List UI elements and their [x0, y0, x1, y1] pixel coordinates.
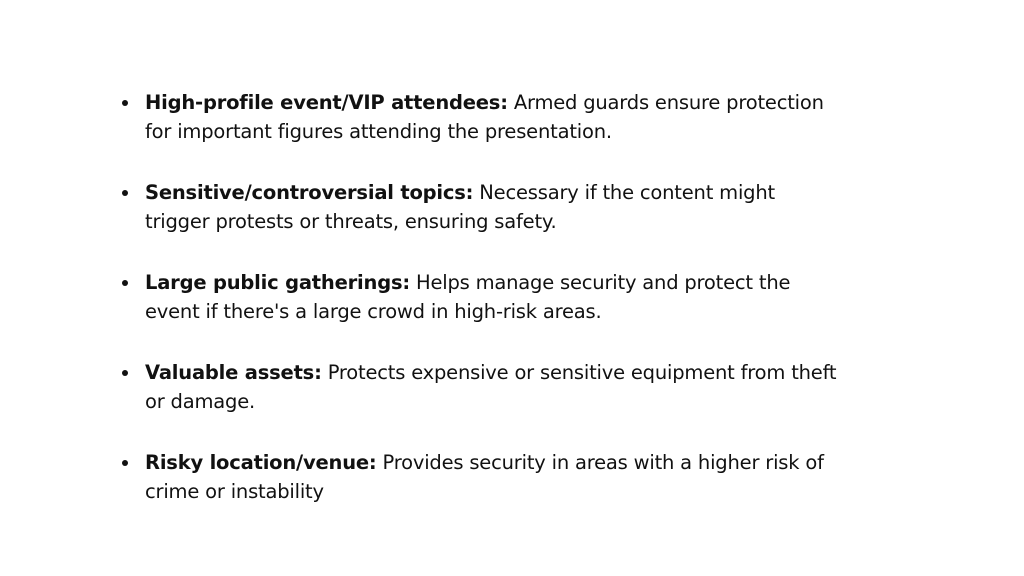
list-item-vip-attendees	[120, 88, 840, 146]
bullet-term: Risky location/venue:	[145, 451, 377, 474]
bullet-dot-icon	[122, 190, 128, 196]
bullet-term: Sensitive/controversial topics:	[145, 181, 474, 204]
list-item-risky-location	[120, 448, 840, 506]
bullet-dot-icon	[122, 100, 128, 106]
bullet-text: Armed guards ensure protection for important figures attending the presentation.	[145, 91, 824, 143]
bullet-text: Provides security in areas with a higher risk of crime or instability	[145, 451, 824, 503]
list-item-sensitive-topics	[120, 178, 840, 236]
bullet-dot-icon	[122, 370, 128, 376]
list-item-valuable-assets	[120, 358, 840, 416]
bullet-text: Necessary if the content might trigger protests or threats, ensuring safety.	[145, 181, 775, 233]
bullet-term: High-profile event/VIP attendees:	[145, 91, 508, 114]
bullet-dot-icon	[122, 460, 128, 466]
bullet-list	[120, 88, 840, 506]
bullet-text: Protects expensive or sensitive equipment from theft or damage.	[145, 361, 837, 413]
bullet-term: Large public gatherings:	[145, 271, 410, 294]
bullet-text: Helps manage security and protect the event if there's a large crowd in high-risk areas.	[145, 271, 791, 323]
list-item-public-gatherings	[120, 268, 840, 326]
bullet-dot-icon	[122, 280, 128, 286]
bullet-term: Valuable assets:	[145, 361, 322, 384]
